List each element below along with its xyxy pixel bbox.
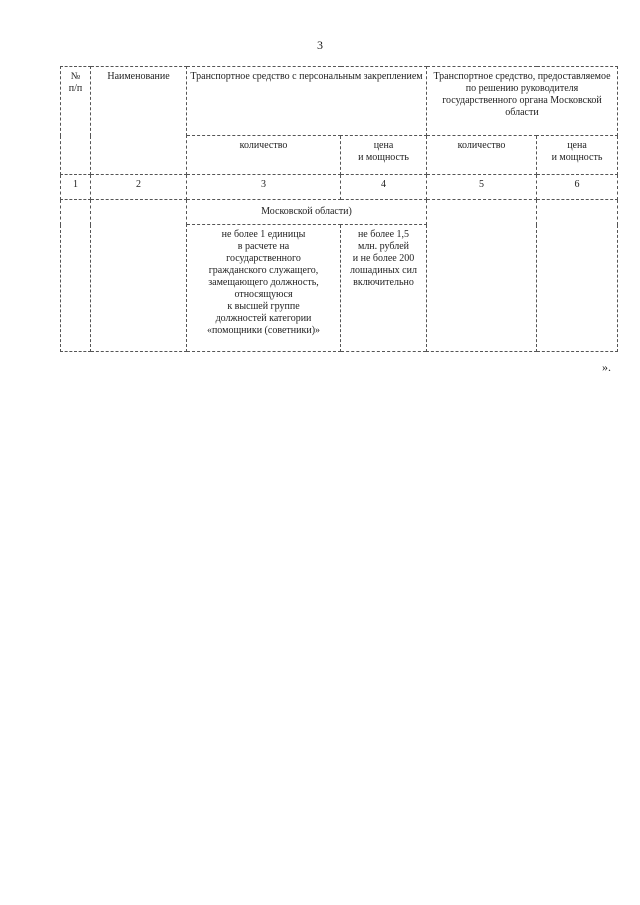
header-num: № п/п (61, 67, 91, 175)
header-price-personal: цена и мощность (341, 136, 427, 175)
body-row-continuation (61, 200, 618, 225)
page-number: 3 (317, 38, 323, 52)
cell-quantity-decision-empty (427, 200, 537, 352)
vehicle-norms-table (60, 66, 618, 352)
header-price-decision: цена и мощность (537, 136, 618, 175)
header-vehicle-by-decision: Транспортное средство, предоставляемое по решению руководителя государственного органа Московской области (427, 67, 618, 136)
header-quantity-personal: количество (187, 136, 341, 175)
cell-price-text: не более 1,5 млн. рублей и не более 200 лошадиных сил включительно (341, 225, 427, 352)
cell-continuation: Московской области) (187, 200, 427, 225)
cell-quantity-text: не более 1 единицы в расчете на государственного гражданского служащего, замещающего должность, относящуюся к высшей группе должностей категории «помощники (советники)» (187, 225, 341, 352)
col-number: 5 (427, 175, 537, 200)
closing-quote-mark: ». (602, 360, 611, 374)
cell-name-empty (91, 200, 187, 352)
header-quantity-decision: количество (427, 136, 537, 175)
cell-price-decision-empty (537, 200, 618, 352)
column-numbers-row (61, 175, 618, 200)
col-number: 3 (187, 175, 341, 200)
col-number: 6 (537, 175, 618, 200)
header-personal-vehicle: Транспортное средство с персональным закреплением (187, 67, 427, 136)
col-number: 1 (61, 175, 91, 200)
header-name: Наименование (91, 67, 187, 175)
col-number: 2 (91, 175, 187, 200)
header-row-1 (61, 67, 618, 136)
cell-num-empty (61, 200, 91, 352)
col-number: 4 (341, 175, 427, 200)
